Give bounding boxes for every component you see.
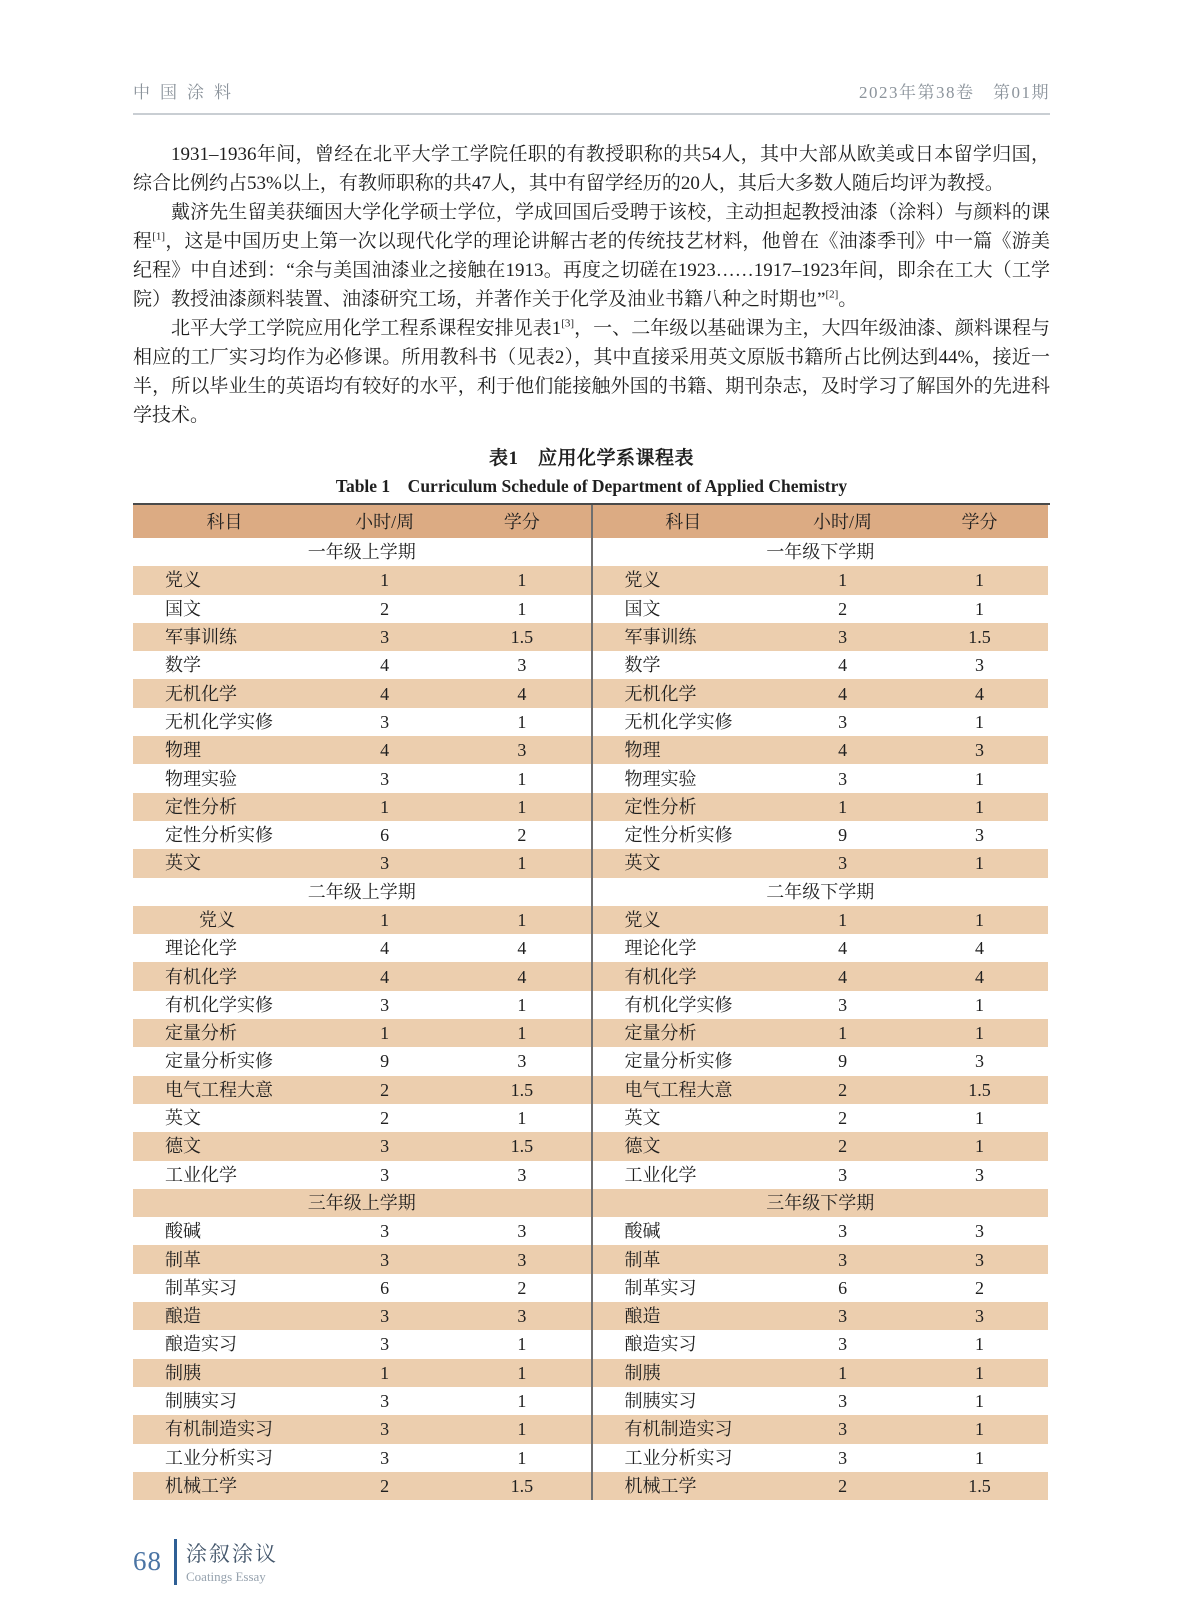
credits-cell: 1.5 bbox=[453, 623, 590, 651]
course-row bbox=[592, 1161, 1049, 1189]
course-row bbox=[592, 651, 1049, 679]
subject-cell: 酿造 bbox=[592, 1302, 775, 1330]
course-row bbox=[133, 1302, 591, 1330]
subject-cell: 有机化学 bbox=[592, 962, 775, 990]
column-header: 小时/周 bbox=[316, 505, 453, 538]
hours-per-week-cell: 3 bbox=[838, 1164, 848, 1185]
subject-cell: 工业化学 bbox=[624, 1164, 697, 1185]
credits-cell: 1 bbox=[975, 1334, 985, 1355]
journal-name: 中国涂料 bbox=[133, 83, 241, 102]
course-row bbox=[133, 962, 591, 990]
subject-cell: 机械工学 bbox=[133, 1472, 316, 1500]
hours-per-week-cell: 1 bbox=[316, 793, 453, 821]
hours-per-week-cell: 9 bbox=[380, 1051, 390, 1072]
hours-per-week-cell: 2 bbox=[774, 1132, 911, 1160]
paragraph: 北平大学工学院应用化学工程系课程安排见表1[3]，一、二年级以基础课为主，大四年级油漆、颜料课程与相应的工厂实习均作为必修课。所用教科书（见表2），其中直接采用英文原版书籍所占比例达到44%，接近一半，所以毕业生的英语均有较好的水平，利于他们能接触外国的书籍、期刊杂志，及时学习了解国外的先进科学技术。 bbox=[133, 317, 1050, 426]
subject-cell: 电气工程大意 bbox=[592, 1076, 775, 1104]
hours-per-week-cell: 3 bbox=[380, 1391, 390, 1412]
credits-cell: 4 bbox=[975, 938, 985, 959]
subject-cell: 无机化学 bbox=[133, 679, 316, 707]
course-row bbox=[592, 962, 1049, 990]
credits-cell: 1 bbox=[517, 1447, 527, 1468]
hours-per-week-cell: 6 bbox=[380, 825, 390, 846]
credits-cell: 3 bbox=[911, 736, 1048, 764]
course-row bbox=[133, 1472, 591, 1500]
course-row bbox=[133, 1245, 591, 1273]
subject-cell: 定性分析 bbox=[133, 793, 316, 821]
course-row bbox=[133, 736, 591, 764]
subject-cell: 定性分析 bbox=[592, 793, 775, 821]
hours-per-week-cell: 4 bbox=[380, 655, 390, 676]
course-row bbox=[133, 1047, 591, 1075]
semester-section-label: 一年级下学期 bbox=[766, 542, 875, 563]
subject-cell: 制胰 bbox=[133, 1359, 316, 1387]
subject-cell: 德文 bbox=[133, 1132, 316, 1160]
subject-cell: 酸碱 bbox=[624, 1221, 661, 1242]
subject-cell: 德文 bbox=[592, 1132, 775, 1160]
course-row bbox=[133, 595, 591, 623]
subject-cell: 定量分析实修 bbox=[165, 1051, 273, 1072]
course-row bbox=[592, 708, 1049, 736]
credits-cell: 1 bbox=[453, 849, 590, 877]
semester-section-header-row bbox=[133, 1189, 591, 1217]
credits-cell: 1 bbox=[911, 1019, 1048, 1047]
credits-cell: 1 bbox=[975, 768, 985, 789]
course-row bbox=[592, 764, 1049, 792]
credits-cell: 1 bbox=[911, 566, 1048, 594]
credits-cell: 1.5 bbox=[453, 1472, 590, 1500]
course-row bbox=[592, 1302, 1049, 1330]
hours-per-week-cell: 2 bbox=[774, 1076, 911, 1104]
hours-per-week-cell: 4 bbox=[774, 962, 911, 990]
subject-cell: 机械工学 bbox=[592, 1472, 775, 1500]
credits-cell: 1 bbox=[911, 1415, 1048, 1443]
subject-cell: 理论化学 bbox=[624, 938, 697, 959]
page-header bbox=[133, 0, 1050, 115]
course-row bbox=[592, 1132, 1049, 1160]
table-title-en: Table 1 Curriculum Schedule of Department of Applied Chemistry bbox=[335, 476, 848, 496]
course-row bbox=[592, 1217, 1049, 1245]
subject-cell: 制胰实习 bbox=[624, 1391, 697, 1412]
course-row bbox=[133, 1330, 591, 1358]
credits-cell: 1 bbox=[517, 1334, 527, 1355]
course-row bbox=[133, 1415, 591, 1443]
course-row bbox=[592, 1104, 1049, 1132]
hours-per-week-cell: 2 bbox=[774, 1472, 911, 1500]
hours-per-week-cell: 2 bbox=[838, 1108, 848, 1129]
hours-per-week-cell: 2 bbox=[380, 598, 390, 619]
credits-cell: 1 bbox=[975, 994, 985, 1015]
credits-cell: 4 bbox=[453, 962, 590, 990]
credits-cell: 1 bbox=[517, 768, 527, 789]
hours-per-week-cell: 3 bbox=[380, 1164, 390, 1185]
subject-cell: 数学 bbox=[165, 655, 201, 676]
subject-cell: 有机化学 bbox=[133, 962, 316, 990]
hours-per-week-cell: 4 bbox=[774, 736, 911, 764]
credits-cell: 1 bbox=[911, 793, 1048, 821]
course-row bbox=[592, 566, 1049, 594]
journal-page bbox=[133, 0, 1050, 1585]
hours-per-week-cell: 3 bbox=[316, 1302, 453, 1330]
credits-cell: 1 bbox=[517, 1391, 527, 1412]
table-column-header-row bbox=[133, 505, 591, 538]
credits-cell: 1.5 bbox=[911, 623, 1048, 651]
credits-cell: 1 bbox=[975, 1391, 985, 1412]
credits-cell: 1 bbox=[975, 711, 985, 732]
table-column-header-row bbox=[592, 505, 1049, 538]
subject-cell: 国文 bbox=[624, 598, 661, 619]
credits-cell: 1 bbox=[975, 1447, 985, 1468]
hours-per-week-cell: 1 bbox=[774, 793, 911, 821]
hours-per-week-cell: 3 bbox=[380, 1334, 390, 1355]
hours-per-week-cell: 3 bbox=[774, 1415, 911, 1443]
column-header: 学分 bbox=[453, 505, 590, 538]
course-row bbox=[592, 793, 1049, 821]
subject-cell: 工业化学 bbox=[165, 1164, 237, 1185]
subject-cell: 工业分析实习 bbox=[624, 1447, 733, 1468]
hours-per-week-cell: 9 bbox=[838, 825, 848, 846]
course-row bbox=[133, 934, 591, 962]
subject-cell: 军事训练 bbox=[592, 623, 775, 651]
credits-cell: 1 bbox=[453, 1415, 590, 1443]
hours-per-week-cell: 3 bbox=[380, 1221, 390, 1242]
credits-cell: 3 bbox=[975, 1164, 985, 1185]
credits-cell: 3 bbox=[975, 825, 985, 846]
course-row bbox=[592, 849, 1049, 877]
footer-divider-bar bbox=[174, 1539, 177, 1585]
credits-cell: 4 bbox=[911, 679, 1048, 707]
subject-cell: 物理 bbox=[133, 736, 316, 764]
credits-cell: 1 bbox=[517, 994, 527, 1015]
semester-section-label: 三年级下学期 bbox=[592, 1189, 1049, 1217]
hours-per-week-cell: 1 bbox=[774, 1019, 911, 1047]
credits-cell: 3 bbox=[975, 1221, 985, 1242]
credits-cell: 3 bbox=[517, 655, 527, 676]
credits-cell: 1 bbox=[517, 1108, 527, 1129]
course-row bbox=[133, 1274, 591, 1302]
semester-section-header-row bbox=[133, 878, 591, 906]
hours-per-week-cell: 3 bbox=[774, 849, 911, 877]
credits-cell: 3 bbox=[517, 1164, 527, 1185]
hours-per-week-cell: 3 bbox=[316, 1415, 453, 1443]
subject-cell: 酿造实习 bbox=[624, 1334, 697, 1355]
subject-cell: 酿造实习 bbox=[165, 1334, 237, 1355]
course-row bbox=[133, 1019, 591, 1047]
hours-per-week-cell: 3 bbox=[838, 1391, 848, 1412]
credits-cell: 2 bbox=[517, 825, 527, 846]
course-row bbox=[133, 566, 591, 594]
semester-section-header-row bbox=[592, 1189, 1049, 1217]
course-row bbox=[592, 1444, 1049, 1472]
course-row bbox=[592, 1472, 1049, 1500]
course-row bbox=[592, 595, 1049, 623]
hours-per-week-cell: 1 bbox=[316, 1019, 453, 1047]
subject-cell: 电气工程大意 bbox=[133, 1076, 316, 1104]
subject-cell: 工业分析实习 bbox=[165, 1447, 273, 1468]
column-header: 学分 bbox=[911, 505, 1048, 538]
credits-cell: 3 bbox=[453, 736, 590, 764]
paragraph: 戴济先生留美获缅因大学化学硕士学位，学成回国后受聘于该校，主动担起教授油漆（涂料）与颜料的课程[1]，这是中国历史上第一次以现代化学的理论讲解古老的传统技艺材料，他曾在《油漆季刊》中一篇《游美纪程》中自述到：“余与美国油漆业之接触在1913。再度之切磋在1923……1917–1923年间，即余在工大（工学院）教授油漆颜料装置、油漆研究工场，并著作关于化学及油业书籍八种之时期也”[2]。 bbox=[133, 202, 1050, 310]
hours-per-week-cell: 3 bbox=[380, 711, 390, 732]
credits-cell: 3 bbox=[453, 1302, 590, 1330]
subject-cell: 制革实习 bbox=[165, 1277, 237, 1298]
hours-per-week-cell: 3 bbox=[838, 1221, 848, 1242]
credits-cell: 1.5 bbox=[453, 1076, 590, 1104]
credits-cell: 1 bbox=[517, 711, 527, 732]
credits-cell: 1 bbox=[453, 906, 590, 934]
course-row bbox=[592, 623, 1049, 651]
credits-cell: 1 bbox=[517, 598, 527, 619]
hours-per-week-cell: 4 bbox=[380, 938, 390, 959]
citation-ref: [2] bbox=[825, 288, 839, 301]
credits-cell: 4 bbox=[911, 962, 1048, 990]
subject-cell: 物理实验 bbox=[624, 768, 697, 789]
hours-per-week-cell: 4 bbox=[316, 736, 453, 764]
hours-per-week-cell: 1 bbox=[774, 566, 911, 594]
credits-cell: 3 bbox=[911, 1245, 1048, 1273]
hours-per-week-cell: 2 bbox=[380, 1108, 390, 1129]
subject-cell: 无机化学实修 bbox=[624, 711, 733, 732]
course-row bbox=[592, 679, 1049, 707]
hours-per-week-cell: 4 bbox=[838, 655, 848, 676]
credits-cell: 1 bbox=[911, 1132, 1048, 1160]
credits-cell: 1 bbox=[453, 793, 590, 821]
course-row bbox=[592, 1019, 1049, 1047]
subject-cell: 党义 bbox=[592, 566, 775, 594]
credits-cell: 4 bbox=[517, 938, 527, 959]
subject-cell: 英文 bbox=[133, 849, 316, 877]
course-row bbox=[592, 991, 1049, 1019]
issue-info: 2023年第38卷 第01期 bbox=[859, 83, 1050, 102]
credits-cell: 1 bbox=[975, 1108, 985, 1129]
footer-column-title-cn: 涂叙涂议 bbox=[186, 1542, 278, 1567]
credits-cell: 2 bbox=[975, 1277, 985, 1298]
paragraph: 1931–1936年间，曾经在北平大学工学院任职的有教授职称的共54人，其中大部从欧美或日本留学归国，综合比例约占53%以上，有教师职称的共47人，其中有留学经历的20人，其后大多数人随后均评为教授。 bbox=[133, 144, 1050, 194]
credits-cell: 1 bbox=[911, 849, 1048, 877]
hours-per-week-cell: 3 bbox=[380, 768, 390, 789]
column-header: 小时/周 bbox=[774, 505, 911, 538]
credits-cell: 1.5 bbox=[453, 1132, 590, 1160]
subject-cell: 英文 bbox=[165, 1108, 201, 1129]
course-row bbox=[592, 1245, 1049, 1273]
citation-ref: [3] bbox=[561, 317, 575, 330]
subject-cell: 酿造 bbox=[133, 1302, 316, 1330]
hours-per-week-cell: 3 bbox=[838, 768, 848, 789]
footer-column-title-en: Coatings Essay bbox=[186, 1569, 266, 1585]
hours-per-week-cell: 1 bbox=[774, 906, 911, 934]
semester-section-header-row bbox=[592, 538, 1049, 566]
credits-cell: 1 bbox=[975, 598, 985, 619]
hours-per-week-cell: 6 bbox=[380, 1277, 390, 1298]
hours-per-week-cell: 3 bbox=[380, 1447, 390, 1468]
hours-per-week-cell: 3 bbox=[316, 849, 453, 877]
hours-per-week-cell: 3 bbox=[316, 623, 453, 651]
credits-cell: 1 bbox=[453, 566, 590, 594]
hours-per-week-cell: 4 bbox=[838, 938, 848, 959]
hours-per-week-cell: 3 bbox=[774, 623, 911, 651]
course-row bbox=[133, 764, 591, 792]
hours-per-week-cell: 3 bbox=[838, 1447, 848, 1468]
subject-cell: 定性分析实修 bbox=[165, 825, 273, 846]
semester-section-header-row bbox=[592, 878, 1049, 906]
credits-cell: 1 bbox=[911, 1359, 1048, 1387]
column-header: 科目 bbox=[592, 505, 775, 538]
course-row bbox=[133, 1217, 591, 1245]
hours-per-week-cell: 3 bbox=[380, 994, 390, 1015]
page-number: 68 bbox=[133, 1546, 162, 1577]
course-row bbox=[592, 1359, 1049, 1387]
curriculum-table-left-half bbox=[133, 505, 591, 1500]
credits-cell: 1.5 bbox=[911, 1076, 1048, 1104]
course-row bbox=[592, 1047, 1049, 1075]
subject-cell: 有机化学实修 bbox=[165, 994, 273, 1015]
hours-per-week-cell: 3 bbox=[774, 1245, 911, 1273]
hours-per-week-cell: 1 bbox=[774, 1359, 911, 1387]
subject-cell: 制革 bbox=[133, 1245, 316, 1273]
course-row bbox=[592, 1387, 1049, 1415]
course-row bbox=[592, 1330, 1049, 1358]
subject-cell: 无机化学实修 bbox=[165, 711, 273, 732]
hours-per-week-cell: 3 bbox=[316, 1245, 453, 1273]
credits-cell: 4 bbox=[453, 679, 590, 707]
hours-per-week-cell: 3 bbox=[838, 1334, 848, 1355]
semester-section-header-row bbox=[133, 538, 591, 566]
subject-cell: 有机化学实修 bbox=[624, 994, 733, 1015]
subject-cell: 制革实习 bbox=[624, 1277, 697, 1298]
footer-column-titles bbox=[186, 1538, 278, 1585]
hours-per-week-cell: 4 bbox=[774, 679, 911, 707]
citation-ref: [1] bbox=[152, 230, 166, 243]
course-row bbox=[133, 793, 591, 821]
credits-cell: 1 bbox=[453, 1019, 590, 1047]
subject-cell: 制革 bbox=[592, 1245, 775, 1273]
semester-section-label: 二年级下学期 bbox=[766, 881, 875, 902]
hours-per-week-cell: 9 bbox=[838, 1051, 848, 1072]
hours-per-week-cell: 1 bbox=[316, 566, 453, 594]
course-row bbox=[133, 821, 591, 849]
subject-cell: 物理实验 bbox=[165, 768, 237, 789]
course-row bbox=[133, 1444, 591, 1472]
hours-per-week-cell: 4 bbox=[316, 679, 453, 707]
credits-cell: 1.5 bbox=[911, 1472, 1048, 1500]
subject-cell: 党义 bbox=[592, 906, 775, 934]
credits-cell: 1 bbox=[453, 1359, 590, 1387]
subject-cell: 国文 bbox=[165, 598, 201, 619]
course-row bbox=[133, 1132, 591, 1160]
subject-cell: 定量分析实修 bbox=[624, 1051, 733, 1072]
subject-cell: 数学 bbox=[624, 655, 661, 676]
course-row bbox=[133, 906, 591, 934]
subject-cell: 党义 bbox=[133, 566, 316, 594]
subject-cell: 英文 bbox=[624, 1108, 661, 1129]
subject-cell: 无机化学 bbox=[592, 679, 775, 707]
course-row bbox=[592, 1076, 1049, 1104]
article-body bbox=[133, 140, 1050, 1500]
subject-cell: 定量分析 bbox=[592, 1019, 775, 1047]
body-paragraphs bbox=[133, 140, 1050, 430]
course-row bbox=[592, 736, 1049, 764]
course-row bbox=[592, 934, 1049, 962]
hours-per-week-cell: 4 bbox=[316, 962, 453, 990]
hours-per-week-cell: 3 bbox=[316, 1132, 453, 1160]
hours-per-week-cell: 2 bbox=[316, 1472, 453, 1500]
course-row bbox=[592, 1415, 1049, 1443]
curriculum-table bbox=[133, 503, 1050, 1500]
hours-per-week-cell: 3 bbox=[774, 1302, 911, 1330]
credits-cell: 3 bbox=[975, 1051, 985, 1072]
hours-per-week-cell: 3 bbox=[838, 711, 848, 732]
semester-section-label: 三年级上学期 bbox=[133, 1189, 591, 1217]
course-row bbox=[592, 1274, 1049, 1302]
course-row bbox=[592, 821, 1049, 849]
course-row bbox=[133, 991, 591, 1019]
subject-cell: 有机制造实习 bbox=[133, 1415, 316, 1443]
subject-cell: 理论化学 bbox=[165, 938, 237, 959]
page-footer bbox=[133, 1538, 1050, 1585]
course-row bbox=[133, 651, 591, 679]
course-row bbox=[133, 1076, 591, 1104]
credits-cell: 2 bbox=[517, 1277, 527, 1298]
course-row bbox=[133, 849, 591, 877]
credits-cell: 3 bbox=[453, 1245, 590, 1273]
course-row bbox=[133, 1104, 591, 1132]
subject-cell: 酸碱 bbox=[165, 1221, 201, 1242]
subject-cell: 有机制造实习 bbox=[592, 1415, 775, 1443]
curriculum-table-right-half bbox=[591, 505, 1049, 1500]
subject-cell: 制胰 bbox=[592, 1359, 775, 1387]
hours-per-week-cell: 2 bbox=[316, 1076, 453, 1104]
subject-cell: 制胰实习 bbox=[165, 1391, 237, 1412]
hours-per-week-cell: 1 bbox=[316, 1359, 453, 1387]
subject-cell: 物理 bbox=[592, 736, 775, 764]
hours-per-week-cell: 3 bbox=[838, 994, 848, 1015]
table-title-cn: 表1 应用化学系课程表 bbox=[488, 448, 694, 469]
hours-per-week-cell: 1 bbox=[316, 906, 453, 934]
course-row bbox=[133, 679, 591, 707]
hours-per-week-cell: 2 bbox=[838, 598, 848, 619]
subject-cell: 定性分析实修 bbox=[624, 825, 733, 846]
credits-cell: 3 bbox=[975, 655, 985, 676]
hours-per-week-cell: 6 bbox=[838, 1277, 848, 1298]
semester-section-label: 一年级上学期 bbox=[307, 542, 416, 563]
course-row bbox=[133, 1359, 591, 1387]
credits-cell: 3 bbox=[517, 1221, 527, 1242]
credits-cell: 3 bbox=[517, 1051, 527, 1072]
subject-cell: 军事训练 bbox=[133, 623, 316, 651]
course-row bbox=[133, 623, 591, 651]
subject-cell: 英文 bbox=[592, 849, 775, 877]
semester-section-label: 二年级上学期 bbox=[307, 881, 416, 902]
course-row bbox=[133, 1387, 591, 1415]
subject-cell: 定量分析 bbox=[133, 1019, 316, 1047]
column-header: 科目 bbox=[133, 505, 316, 538]
subject-cell: 党义 bbox=[133, 906, 316, 934]
course-row bbox=[133, 1161, 591, 1189]
credits-cell: 3 bbox=[911, 1302, 1048, 1330]
course-row bbox=[592, 906, 1049, 934]
course-row bbox=[133, 708, 591, 736]
credits-cell: 1 bbox=[911, 906, 1048, 934]
